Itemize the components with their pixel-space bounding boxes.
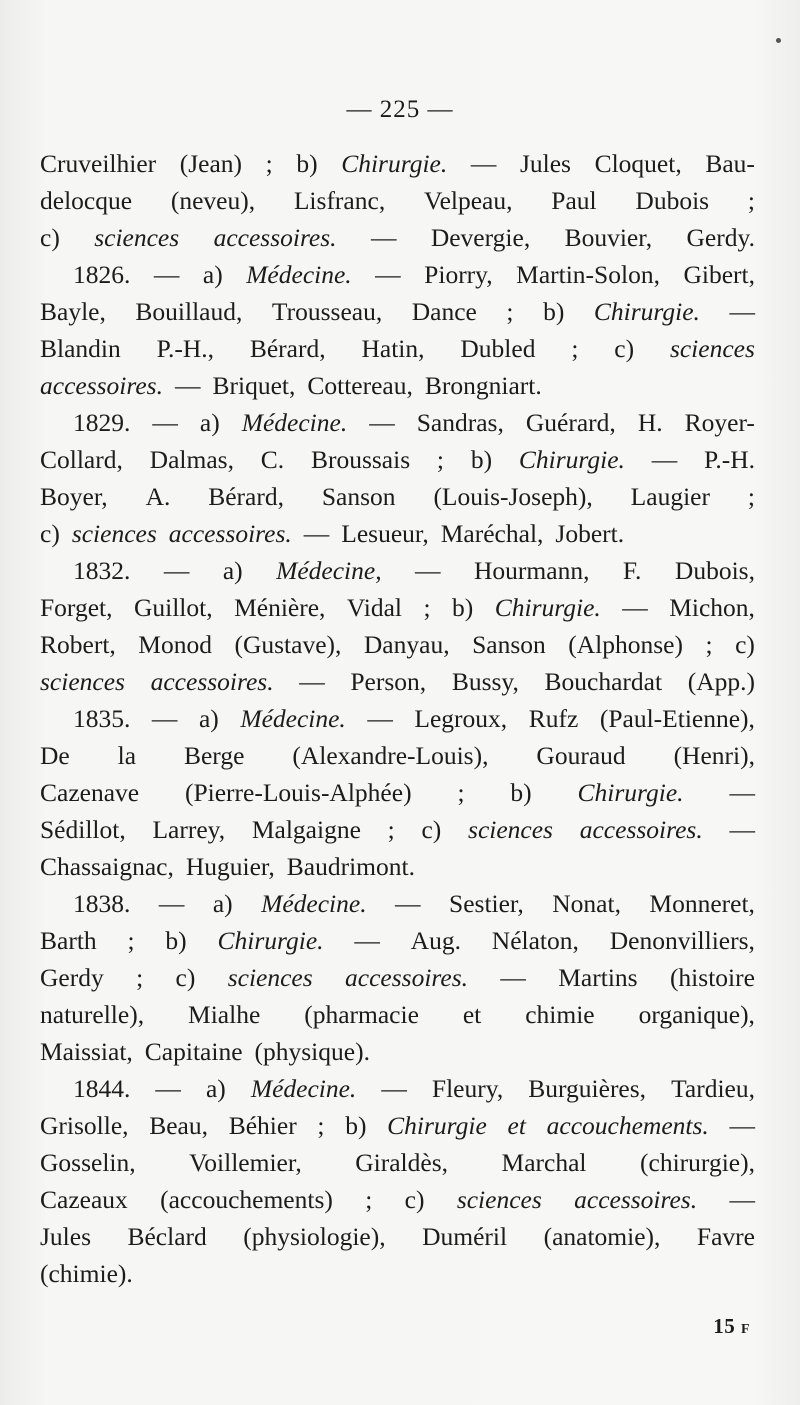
word: Gerdy: [40, 963, 104, 992]
word: b): [345, 1111, 367, 1140]
word: (Louis-Joseph),: [433, 482, 593, 511]
word: —: [500, 963, 526, 992]
signature-mark: 15 F: [713, 1314, 750, 1338]
text-line: [40, 589, 755, 626]
word: ;: [365, 1185, 373, 1214]
word: Giraldès,: [355, 1148, 448, 1177]
word: Guérard,: [525, 408, 616, 437]
word: Trousseau,: [271, 297, 383, 326]
word: —: [303, 519, 330, 548]
word: —: [370, 223, 397, 252]
italic-word: sciences: [94, 223, 180, 252]
text-line: [40, 552, 755, 589]
text-line: [40, 1144, 755, 1181]
word: Nélaton,: [491, 926, 579, 955]
word: 1829.: [73, 408, 131, 437]
text-line: [40, 478, 755, 515]
word: Lisfranc,: [293, 186, 386, 215]
word: 1832.: [73, 556, 131, 585]
text-line: [40, 515, 755, 552]
italic-word: Chirurgie.: [494, 593, 601, 622]
italic-word: sciences: [71, 519, 157, 548]
word: c): [175, 963, 196, 992]
text-line: [40, 1218, 755, 1255]
word: b): [470, 445, 493, 474]
word: b): [543, 297, 565, 326]
word: (chirurgie),: [640, 1148, 755, 1177]
text-line: [40, 1033, 755, 1070]
word: (Jean): [179, 149, 243, 178]
word: b): [510, 778, 532, 807]
word: (neveu),: [170, 186, 256, 215]
word: Cazeaux: [40, 1185, 128, 1214]
word: ;: [506, 297, 514, 326]
word: Sandras,: [416, 408, 504, 437]
word: Broussais: [310, 445, 411, 474]
word: Cazenave: [40, 778, 140, 807]
word: (Alexandre-Louis),: [292, 741, 489, 770]
word: (Alphonse): [568, 630, 683, 659]
word: —: [729, 1111, 755, 1140]
word: a): [199, 408, 220, 437]
text-line: [40, 1181, 755, 1218]
word: —: [163, 556, 190, 585]
italic-word: Médecine.: [246, 260, 352, 289]
word: 1844.: [73, 1074, 131, 1103]
word: Martin-Solon,: [516, 260, 660, 289]
word: Béclard: [127, 1222, 207, 1251]
word: Sédillot,: [40, 815, 126, 844]
word: —: [395, 889, 421, 918]
word: Boyer,: [40, 482, 108, 511]
word: Favre: [696, 1222, 755, 1251]
word: Mialhe: [188, 1000, 261, 1029]
word: ;: [317, 1111, 325, 1140]
word: la: [117, 741, 137, 770]
word: Gibert,: [683, 260, 755, 289]
word: Maréchal,: [440, 519, 544, 548]
text-line: [40, 293, 755, 330]
word: Forget,: [40, 593, 113, 622]
word: ;: [127, 926, 135, 955]
word: Monneret,: [649, 889, 755, 918]
text-line: [40, 996, 755, 1033]
italic-word: accessoires.: [150, 667, 274, 696]
word: (App.): [687, 667, 755, 696]
word: P.-H.,: [156, 334, 214, 363]
word: a): [202, 260, 223, 289]
italic-word: Chirurgie.: [577, 778, 684, 807]
text-line: [40, 404, 755, 441]
word: Laugier: [630, 482, 710, 511]
italic-word: Chirurgie: [387, 1111, 487, 1140]
italic-word: Médecine.: [241, 408, 348, 437]
word: Berge: [183, 741, 245, 770]
word: Bouillaud,: [135, 297, 243, 326]
word: Legroux,: [414, 704, 508, 733]
word: Gerdy.: [686, 223, 755, 252]
word: ;: [387, 815, 395, 844]
word: c): [421, 815, 442, 844]
word: b): [165, 926, 187, 955]
word: ;: [265, 149, 273, 178]
word: Velpeau,: [423, 186, 513, 215]
italic-word: accessoires.: [213, 223, 337, 252]
word: Jobert.: [555, 519, 625, 548]
word: —: [381, 1074, 407, 1103]
word: Hatin,: [361, 334, 425, 363]
word: —: [158, 889, 185, 918]
text-line: [40, 256, 755, 293]
word: ;: [457, 778, 465, 807]
word: Gosselin,: [40, 1148, 136, 1177]
word: (Henri),: [673, 741, 755, 770]
italic-word: Médecine.: [250, 1074, 357, 1103]
word: —: [375, 260, 401, 289]
word: (physique).: [254, 1037, 370, 1066]
word: —: [729, 815, 755, 844]
italic-word: accessoires.: [574, 1185, 698, 1214]
word: —: [299, 667, 325, 696]
italic-word: et: [507, 1111, 526, 1140]
italic-word: accouchements.: [546, 1111, 709, 1140]
word: Marchal: [501, 1148, 587, 1177]
word: Brongniart.: [424, 371, 542, 400]
text-line: [40, 700, 755, 737]
word: 1826.: [73, 260, 131, 289]
word: b): [452, 593, 474, 622]
word: —: [151, 704, 178, 733]
word: ;: [136, 963, 144, 992]
italic-word: Chirurgie.: [518, 445, 625, 474]
word: (Gustave),: [234, 630, 342, 659]
text-line: [40, 626, 755, 663]
word: Briquet,: [212, 371, 296, 400]
word: (anatomie),: [543, 1222, 661, 1251]
word: Paul: [551, 186, 597, 215]
word: Grisolle,: [40, 1111, 129, 1140]
page-number: — 225 —: [346, 96, 454, 123]
word: Collard,: [40, 445, 123, 474]
word: (physiologie),: [243, 1222, 386, 1251]
word: Bau-: [705, 149, 755, 178]
word: Jules: [519, 149, 571, 178]
word: F.: [622, 556, 642, 585]
word: Nonat,: [552, 889, 621, 918]
word: Robert,: [40, 630, 116, 659]
word: (Pierre-Louis-Alphée): [184, 778, 412, 807]
text-line: [40, 737, 755, 774]
italic-word: accessoires.: [40, 371, 163, 400]
italic-word: accessoires.: [345, 963, 469, 992]
word: —: [354, 926, 380, 955]
italic-word: sciences: [227, 963, 313, 992]
word: —: [152, 408, 178, 437]
word: Duméril: [422, 1222, 508, 1251]
word: c): [614, 334, 635, 363]
word: Cloquet,: [594, 149, 682, 178]
word: ;: [705, 630, 713, 659]
word: 1838.: [73, 889, 131, 918]
italic-word: sciences: [468, 815, 553, 844]
word: c): [735, 630, 755, 659]
word: Dalmas,: [149, 445, 234, 474]
text-line: [40, 885, 755, 922]
italic-word: Médecine.: [240, 704, 346, 733]
word: —: [369, 408, 395, 437]
word: 1835.: [73, 704, 131, 733]
word: —: [415, 556, 441, 585]
word: —: [155, 1074, 181, 1103]
word: Dubled: [460, 334, 536, 363]
word: Bouvier,: [564, 223, 653, 252]
word: —: [367, 704, 393, 733]
word: Sanson: [472, 630, 546, 659]
word: (Paul-Etienne),: [599, 704, 755, 733]
word: H.: [637, 408, 663, 437]
word: a): [198, 704, 219, 733]
italic-word: sciences: [669, 334, 755, 363]
word: Béhier: [228, 1111, 297, 1140]
word: Guillot,: [133, 593, 213, 622]
text-line: [40, 182, 755, 219]
word: Lesueur,: [341, 519, 429, 548]
word: Michon,: [669, 593, 755, 622]
word: organique),: [638, 1000, 755, 1029]
word: (pharmacie: [304, 1000, 419, 1029]
text-line: [40, 367, 755, 404]
word: ;: [423, 593, 431, 622]
text-line: [40, 1070, 755, 1107]
word: Huguier,: [185, 852, 275, 881]
word: —: [651, 445, 678, 474]
word: —: [153, 260, 180, 289]
word: Baudrimont.: [286, 852, 415, 881]
word: Hourmann,: [474, 556, 590, 585]
word: Voillemier,: [189, 1148, 302, 1177]
word: Dubois,: [674, 556, 755, 585]
word: c): [404, 1185, 425, 1214]
word: Tardieu,: [671, 1074, 755, 1103]
body-text: [40, 145, 755, 1292]
text-line: [40, 811, 755, 848]
word: Maissiat,: [40, 1037, 133, 1066]
word: a): [212, 889, 233, 918]
text-line: [40, 922, 755, 959]
word: Chassaignac,: [40, 852, 174, 881]
word: Cruveilhier: [40, 149, 157, 178]
word: Dubois: [635, 186, 710, 215]
word: Martins: [558, 963, 638, 992]
word: —: [729, 297, 755, 326]
word: Danyau,: [363, 630, 450, 659]
italic-word: sciences: [456, 1185, 542, 1214]
word: et: [462, 1000, 482, 1029]
text-line: [40, 330, 755, 367]
word: Jules: [40, 1222, 91, 1251]
word: (chimie).: [40, 1259, 133, 1288]
word: ;: [747, 482, 755, 511]
word: Bayle,: [40, 297, 106, 326]
italic-word: Médecine.: [261, 889, 367, 918]
word: Cottereau,: [307, 371, 413, 400]
word: Gouraud: [536, 741, 626, 770]
word: Bussy,: [451, 667, 519, 696]
italic-word: accessoires.: [579, 815, 703, 844]
word: —: [470, 149, 497, 178]
word: Bérard,: [208, 482, 284, 511]
word: Sestier,: [449, 889, 524, 918]
text-line: [40, 663, 755, 700]
word: Barth: [40, 926, 97, 955]
word: Vidal: [346, 593, 403, 622]
text-line: [40, 441, 755, 478]
text-line: [40, 219, 755, 256]
word: (accouchements): [160, 1185, 333, 1214]
word: Royer-: [684, 408, 755, 437]
word: c): [40, 519, 60, 548]
word: Dance: [411, 297, 477, 326]
word: De: [40, 741, 70, 770]
italic-word: Chirurgie.: [341, 149, 448, 178]
word: P.-H.: [703, 445, 755, 474]
word: Sanson: [321, 482, 396, 511]
word: delocque: [40, 186, 133, 215]
word: ;: [571, 334, 579, 363]
word: Piorry,: [424, 260, 493, 289]
word: chimie: [525, 1000, 595, 1029]
text-line: [40, 145, 755, 182]
word: Bérard,: [249, 334, 326, 363]
word: (histoire: [669, 963, 755, 992]
word: A.: [145, 482, 171, 511]
italic-word: Médecine,: [276, 556, 382, 585]
word: Person,: [350, 667, 427, 696]
italic-word: sciences: [40, 667, 125, 696]
word: a): [222, 556, 243, 585]
word: Rufz: [528, 704, 579, 733]
word: —: [729, 778, 755, 807]
word: b): [296, 149, 318, 178]
word: —: [174, 371, 201, 400]
text-line: [40, 1107, 755, 1144]
word: a): [205, 1074, 226, 1103]
word: Beau,: [149, 1111, 209, 1140]
word: Bouchardat: [544, 667, 663, 696]
word: —: [729, 1185, 755, 1214]
text-line: [40, 848, 755, 885]
word: Ménière,: [234, 593, 326, 622]
italic-word: Chirurgie.: [217, 926, 324, 955]
word: Aug.: [410, 926, 461, 955]
speck-mark: [776, 38, 781, 43]
word: c): [40, 223, 60, 252]
word: Larrey,: [152, 815, 226, 844]
italic-word: Chirurgie.: [593, 297, 700, 326]
word: ;: [747, 186, 755, 215]
word: C.: [260, 445, 285, 474]
word: —: [622, 593, 648, 622]
word: Denonvilliers,: [609, 926, 755, 955]
word: Devergie,: [430, 223, 531, 252]
italic-word: accessoires.: [168, 519, 292, 548]
text-line: [40, 1255, 755, 1292]
word: ;: [436, 445, 445, 474]
word: naturelle),: [40, 1000, 145, 1029]
text-line: [40, 774, 755, 811]
word: Blandin: [40, 334, 121, 363]
text-line: [40, 959, 755, 996]
word: Fleury,: [431, 1074, 504, 1103]
word: Malgaigne: [251, 815, 361, 844]
word: Burguières,: [528, 1074, 647, 1103]
word: Monod: [138, 630, 212, 659]
word: Capitaine: [144, 1037, 243, 1066]
